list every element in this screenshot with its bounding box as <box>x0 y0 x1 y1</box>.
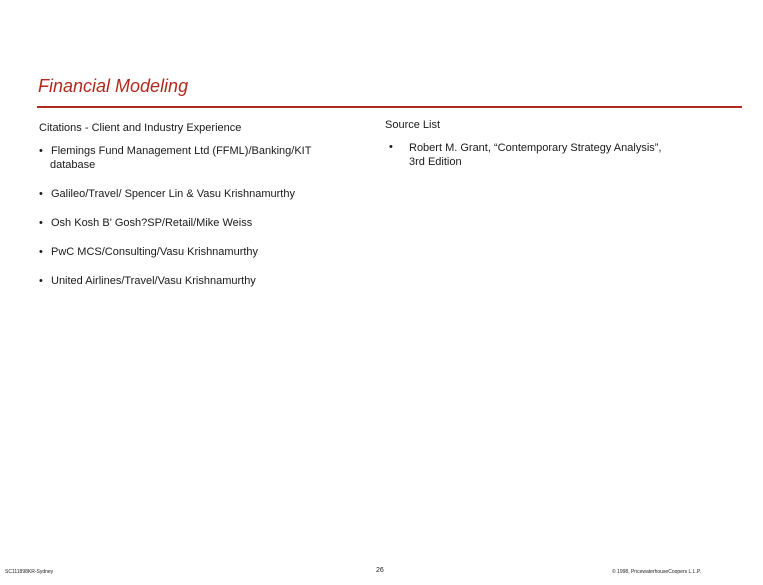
citation-text: PwC MCS/Consulting/Vasu Krishnamurthy <box>51 246 259 258</box>
source-text-continued: 3rd Edition <box>409 156 462 168</box>
citation-item <box>39 187 359 201</box>
citations-heading: Citations - Client and Industry Experience <box>39 122 242 134</box>
footer-copyright: © 1998, PricewaterhouseCoopers L.L.P. <box>612 569 701 575</box>
citation-text: Galileo/Travel/ Spencer Lin & Vasu Krishnamurthy <box>51 188 295 200</box>
source-list-heading: Source List <box>385 119 441 131</box>
page-title: Financial Modeling <box>38 76 189 96</box>
source-item <box>409 141 719 169</box>
bullet-icon: • <box>389 141 393 153</box>
page-number: 26 <box>376 567 384 574</box>
citation-item <box>39 216 359 230</box>
source-text: Robert M. Grant, “Contemporary Strategy Analysis”, <box>409 142 662 154</box>
title-divider <box>37 106 742 108</box>
bullet-icon: • <box>39 275 43 287</box>
bullet-icon: • <box>39 217 43 229</box>
citation-text: Osh Kosh B' Gosh?SP/Retail/Mike Weiss <box>51 217 253 229</box>
citation-text: United Airlines/Travel/Vasu Krishnamurthy <box>51 275 256 287</box>
citation-text-continued: database <box>50 159 96 171</box>
citation-item <box>39 144 359 172</box>
bullet-icon: • <box>39 145 43 157</box>
citation-item <box>39 245 359 259</box>
citation-text: Flemings Fund Management Ltd (FFML)/Banking/KIT <box>51 145 312 157</box>
footer-document-code: SC111898KR-Sydney <box>5 569 54 575</box>
bullet-icon: • <box>39 188 43 200</box>
citation-item <box>39 274 359 288</box>
bullet-icon: • <box>39 246 43 258</box>
